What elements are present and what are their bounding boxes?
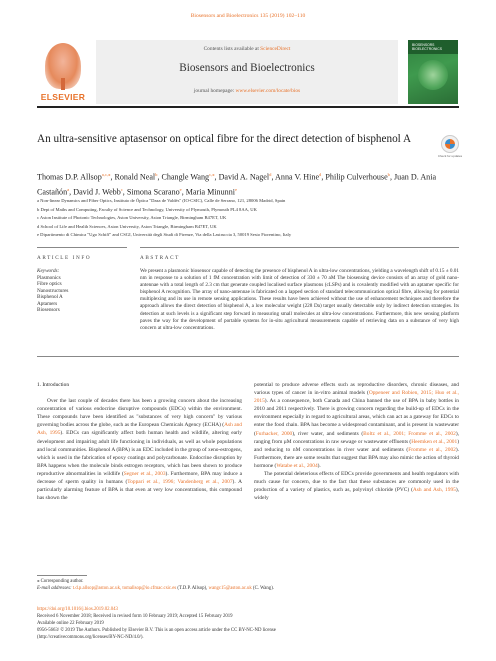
crossmark-inner-icon xyxy=(445,139,455,149)
keyword: Aptamers xyxy=(37,300,58,307)
citation-link[interactable]: Oppeneer and Robien, 2015; Huo et al., 2015 xyxy=(254,390,459,405)
body-paragraph xyxy=(254,381,459,470)
citation-link[interactable]: Heemken et al., 2001 xyxy=(411,438,458,445)
footnote xyxy=(37,578,337,592)
affiliation: a Non-linear Dynamics and Fiber Optics, Instituto de Óptica "Daza de Valdés" (IO-CSIC), Calle de Serrano, 121, 28006 Madrid, Spain xyxy=(37,198,286,203)
body-text: ). xyxy=(317,462,321,469)
available-online: Available online 22 February 2019 xyxy=(37,621,104,626)
cover-title: BIOSENSORS BIOELECTRONICS xyxy=(412,43,442,51)
author-name[interactable]: , Ronald Neal xyxy=(110,172,156,182)
affiliation: e Dipartimento di Chimica "Ugo Schiff" and CSGI, Università degli Studi di Firenze, Via della Lastruccia 3, 50019 Sesto Fiorentino, Italy xyxy=(37,232,292,237)
email-owner: (C. Wang). xyxy=(251,586,275,591)
author-affiliation-mark[interactable]: e xyxy=(235,186,238,192)
body-text: ). As a consequence, both Canada and China banned the use of BPA in baby bottles in 2010 and 2011 respectively. There is growing concern regarding the build-up of EDCs in the environment especially in regard to agricultural areas, which can act as a gateway for EDCs to enter the food chain. BPA has become a widespread contaminant, and is present in wastewater ( xyxy=(254,398,459,437)
journal-cover[interactable] xyxy=(408,40,458,104)
keyword: Nanostructures xyxy=(37,287,69,294)
keywords-block xyxy=(37,268,127,314)
citation-link[interactable]: Ash and Ash, 1995 xyxy=(412,487,456,494)
license-url[interactable]: (http://creativecommons.org/licenses/BY-NC-ND/4.0/). xyxy=(37,635,144,640)
author-affiliation-mark[interactable]: a xyxy=(67,186,70,192)
journal-name[interactable]: Biosensors and Bioelectronics xyxy=(179,62,315,74)
body-paragraph xyxy=(37,397,242,502)
keywords-label: Keywords: xyxy=(37,268,60,274)
abstract-heading: ABSTRACT xyxy=(140,255,180,261)
email-label: E-mail addresses: xyxy=(37,586,73,591)
article-metadata xyxy=(37,606,459,641)
email-owner: (T.D.P. Allsop), xyxy=(176,586,209,591)
contents-prefix: Contents lists available at xyxy=(203,46,261,52)
journal-header xyxy=(96,40,398,104)
crossmark-button[interactable] xyxy=(437,135,463,158)
author-affiliation-mark[interactable]: b xyxy=(387,172,390,177)
author-affiliation-mark[interactable]: c,⁎ xyxy=(209,172,215,177)
body-column-left xyxy=(37,381,242,502)
email-link[interactable]: wangc15@aston.ac.uk xyxy=(208,586,252,591)
abstract-rule-bottom xyxy=(37,356,459,357)
body-text: ) and reducing to nM concentrations in river water and sediments ( xyxy=(254,438,459,453)
journal-reference[interactable]: Biosensors and Bioelectronics 135 (2019) 102–110 xyxy=(190,13,306,19)
author-affiliation-mark[interactable]: c xyxy=(120,186,123,192)
affiliation: d School of Life and Health Sciences, Aston University, Aston Triangle, Birmingham B47ET, UK xyxy=(37,223,217,229)
affiliation: c Aston Institute of Photonic Technologies, Aston University, Aston Triangle, Birmingham B47ET, UK xyxy=(37,215,227,220)
author-affiliation-mark[interactable]: d xyxy=(269,172,272,177)
body-text: ). EDCs can significantly affect both human health and wildlife, altering early development and impairing adult life functioning in individuals, as well as whole populations and local communities. Bisphenol A (BPA) is an EDC included in the group of xeno-estrogens, which is used in the fabrication of epoxy coatings and polycarbonate. Endocrine disruption by BPA happens when the molecule binds estrogen receptors, which has been shown to produce reproductive abnormalities in wildlife ( xyxy=(37,430,242,477)
body-text: Over the last couple of decades there has been a growing concern about the increasing concentration of various endocrine disruptive compounds (EDCs) within the environment. These compounds have been identified as "substances of very high concern" by various governing bodies across the globe, such as the European Chemicals Agency (ECHA) ( xyxy=(37,398,242,429)
citation-link[interactable]: Toppari et al., 1996; Vandenberg et al., 2007 xyxy=(127,479,233,486)
citation-link[interactable]: Ash and Ash, 1995 xyxy=(37,422,242,437)
license-line: 0956-5663/ © 2019 The Authors. Published by Elsevier B.V. This is an open access article under the CC BY-NC-ND license xyxy=(37,628,276,633)
header-divider xyxy=(37,106,459,108)
author-name[interactable]: , Philip Culverhouse xyxy=(321,172,388,182)
body-text: ), ranging from µM concentrations in raw sewage or wastewater effluents ( xyxy=(254,430,459,445)
body-text: ). A particularly alarming feature of BPA is that even at very low concentrations, this compound has shown the xyxy=(37,479,243,502)
keyword: Fibre optics xyxy=(37,281,62,287)
body-text: ). Furthermore, BPA may induce a decrease of sperm quality in humans ( xyxy=(37,470,242,486)
author-name[interactable]: , David A. Nagel xyxy=(214,172,270,182)
abstract-rule-top xyxy=(140,247,459,248)
author-name[interactable]: , Simona Scarano xyxy=(122,187,180,197)
abstract-text: We present a plasmonic biosensor capable of detecting the presence of bisphenol A in ultra-low concentrations, yielding a wavelength shift of 0.15 ± 0.01 nm in response to a solution of 1 fM concentration with limit of detection of 330 ± 70 aM The biosensing device consists of an array of gold nano-antennae with a total length of 2.3 cm that generate coupled localised surface plasmons (cLSPs) and is covalently modified with an aptamer specific for bisphenol A recognition. The array of nano-antennae is fabricated on a lapped section of standard telecommunication optical fibre, allowing for potential multiplexing and its use in remote sensing applications. These results have been achieved without the use of enhancement techniques and therefore the approach allows the direct detection of bisphenol A, a low molecular weight (228 Da) target usually detectable only by indirect detection strategies. Its detection at such levels is a significant step forward in measuring small molecules at ultra-low concentrations. Furthermore, this new sensing platform paves the way for the development of portable systems for in-situ agricultural measurements capable of retrieving data on a substance of very high concern at ultra-low concentrations. xyxy=(140,268,459,331)
keyword: Bisphenol A xyxy=(37,294,63,300)
citation-link[interactable]: Fromme et al., 2002 xyxy=(408,446,456,453)
body-text: The potential deleterious effects of EDCs provide governments and health regulators with much cause for concern, due to the fact that these substances are commonly used in the production of a variety of plastics, such as, polyvinyl chloride (PVC) ( xyxy=(254,471,459,494)
article-title: An ultra-sensitive aptasensor on optical fibre for the direct detection of bisphenol A xyxy=(37,133,412,145)
body-text: potential to produce adverse effects such as reproductive disorders, chronic diseases, and various types of cancer in in-vitro animal models ( xyxy=(254,382,459,397)
body-paragraph xyxy=(254,470,459,502)
keyword: Plasmonics xyxy=(37,274,61,281)
article-info-rule xyxy=(37,247,127,248)
affiliation-list xyxy=(37,197,459,240)
contents-line xyxy=(96,46,398,52)
citation-link[interactable]: Boltz et al., 2001; Fromme et al., 2002 xyxy=(363,430,456,437)
homepage-line xyxy=(96,88,398,94)
received-dates: Received 6 November 2018; Received in revised form 10 February 2019; Accepted 15 February 2019 xyxy=(37,614,233,619)
email-link[interactable]: t.d.p.allsop@aston.ac.uk, tomallsop@io.cfmac.csic.es xyxy=(72,586,177,591)
author-affiliation-mark[interactable]: a,c,⁎ xyxy=(101,172,111,177)
body-text: ). Furthermore, there are some results that suggest that BPA may also mimic the action of thyroid hormone ( xyxy=(254,446,459,469)
author-name[interactable]: , Maria Minunni xyxy=(181,187,235,197)
body-column-right xyxy=(254,381,459,502)
homepage-link[interactable]: www.elsevier.com/locate/bios xyxy=(235,88,301,94)
citation-link[interactable]: Watabe et al., 2004 xyxy=(276,462,318,469)
tree-trunk xyxy=(61,78,65,90)
elsevier-logo[interactable] xyxy=(37,40,89,104)
affiliation: b Dept of Maths and Computing, Faculty of Science and Technology, University of Plymouth, Plymouth PL4 8AA, UK xyxy=(37,206,257,212)
section-heading-introduction: 1. Introduction xyxy=(37,382,70,388)
author-affiliation-mark[interactable]: e xyxy=(179,186,182,192)
homepage-prefix: journal homepage: xyxy=(193,88,236,94)
body-text: ), widely xyxy=(254,487,459,502)
crossmark-icon xyxy=(441,135,459,153)
citation-link[interactable]: Furhacker, 2000 xyxy=(255,430,293,437)
author-affiliation-mark[interactable]: b xyxy=(155,172,158,177)
corresponding-author-note: ⁎ Corresponding author. xyxy=(37,579,84,584)
author-list xyxy=(37,169,459,199)
email-line xyxy=(37,585,337,592)
citation-link[interactable]: Segner et al., 2003 xyxy=(123,470,166,477)
article-info-heading: ARTICLE INFO xyxy=(37,255,92,261)
crossmark-label: Check for updates xyxy=(437,154,463,158)
author-name[interactable]: Thomas D.P. Allsop xyxy=(37,172,102,182)
cover-art-image xyxy=(418,60,448,90)
publisher-logo-text: ELSEVIER xyxy=(40,92,86,102)
sciencedirect-link[interactable]: ScienceDirect xyxy=(260,46,291,52)
author-name[interactable]: , Juan D. Ania Castañón xyxy=(37,172,437,197)
doi-link[interactable]: https://doi.org/10.1016/j.bios.2019.02.043 xyxy=(37,607,118,612)
footnote-rule xyxy=(37,575,87,576)
keyword: Biosensors xyxy=(37,307,60,313)
author-name[interactable]: , Changle Wang xyxy=(157,172,210,182)
author-affiliation-mark[interactable]: d xyxy=(319,172,322,177)
body-text: ), river water, and sediments ( xyxy=(292,430,364,437)
author-name[interactable]: , David J. Webb xyxy=(69,187,121,197)
author-name[interactable]: , Anna V. Hine xyxy=(271,172,320,182)
